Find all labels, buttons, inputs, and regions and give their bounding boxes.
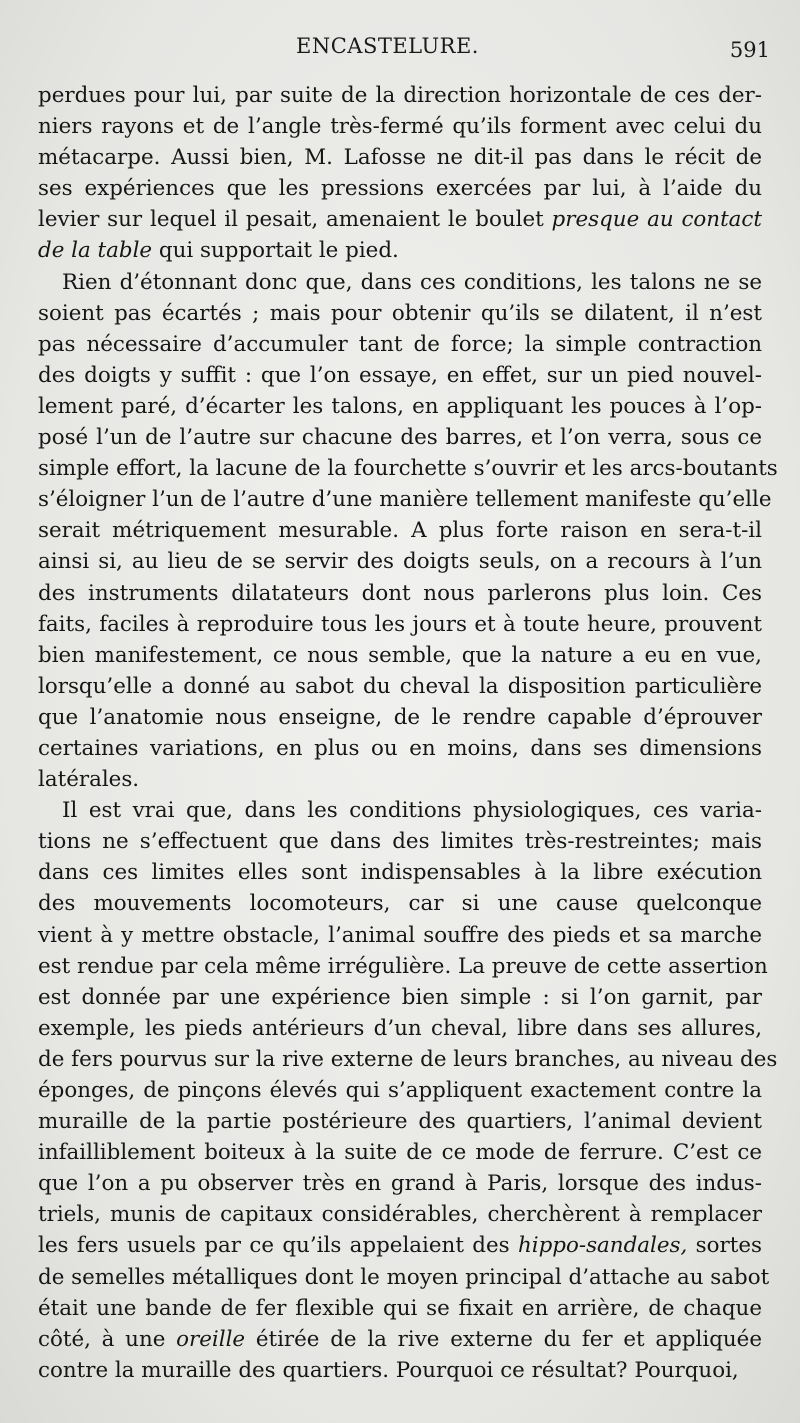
- text-line: tions ne s’effectuent que dans des limites très-restreintes; mais: [38, 829, 762, 855]
- text-line: éponges, de pinçons élevés qui s’appliquent exactement contre la: [38, 1078, 762, 1103]
- text-line: [38, 1230, 762, 1261]
- text-line: des doigts y suffit : que l’on essaye, en effet, sur un pied nouvel-: [38, 362, 762, 388]
- running-title: ENCASTELURE.: [296, 34, 479, 58]
- text-segment: étirée de la rive externe du fer et appliquée: [245, 1326, 762, 1352]
- text-segment: côté, à une: [38, 1326, 177, 1352]
- text-line: lorsqu’elle a donné au sabot du cheval la disposition particulière: [38, 673, 762, 699]
- text-line: certaines variations, en plus ou en moins, dans ses dimensions: [38, 735, 762, 761]
- text-line: serait métriquement mesurable. A plus forte raison en sera-t-il: [38, 518, 762, 544]
- text-segment: sortes: [687, 1233, 762, 1259]
- text-segment: qui supportait le pied.: [152, 238, 399, 264]
- text-line: latérales.: [38, 767, 140, 793]
- text-line: métacarpe. Aussi bien, M. Lafosse ne dit-il pas dans le récit de: [38, 145, 762, 171]
- italic-phrase: oreille: [176, 1326, 246, 1352]
- text-line: [38, 1324, 762, 1355]
- text-line: de semelles métalliques dont le moyen principal d’attache au sabot: [38, 1264, 770, 1290]
- text-line: exemple, les pieds antérieurs d’un cheval, libre dans ses allures,: [38, 1015, 762, 1041]
- italic-phrase: presque au contact: [551, 207, 763, 233]
- text-line: [38, 235, 762, 266]
- text-line: que l’on a pu observer très en grand à Paris, lorsque des indus-: [38, 1171, 762, 1197]
- text-line: des instruments dilatateurs dont nous parlerons plus loin. Ces: [38, 580, 762, 606]
- text-segment: levier sur lequel il pesait, amenaient le boulet: [38, 207, 552, 233]
- text-segment: les fers usuels par ce qu’ils appelaient des: [38, 1233, 518, 1259]
- text-line: infailliblement boiteux à la suite de ce mode de ferrure. C’est ce: [38, 1140, 762, 1166]
- text-line: était une bande de fer flexible qui se fixait en arrière, de chaque: [38, 1295, 762, 1321]
- text-line: perdues pour lui, par suite de la direction horizontale de ces der-: [38, 83, 762, 108]
- text-line: lement paré, d’écarter les talons, en appliquant les pouces à l’op-: [38, 393, 762, 419]
- italic-phrase: de la table: [38, 238, 153, 264]
- text-line: soient pas écartés ; mais pour obtenir qu’ils se dilatent, il n’est: [38, 300, 762, 326]
- body-text: [38, 80, 778, 1386]
- text-line: niers rayons et de l’angle très-fermé qu’ils forment avec celui du: [38, 114, 762, 140]
- text-line: muraille de la partie postérieure des quartiers, l’animal devient: [38, 1109, 762, 1135]
- page-number: 591: [729, 38, 770, 62]
- text-line: de fers pourvus sur la rive externe de leurs branches, au niveau des: [38, 1046, 778, 1072]
- page-header: [0, 34, 800, 64]
- text-line: s’éloigner l’un de l’autre d’une manière tellement manifeste qu’elle: [38, 487, 772, 513]
- text-line: est donnée par une expérience bien simple : si l’on garnit, par: [38, 984, 762, 1010]
- text-line: bien manifestement, ce nous semble, que la nature a eu en vue,: [38, 642, 762, 668]
- text-line: pas nécessaire d’accumuler tant de force; la simple contraction: [38, 331, 762, 357]
- text-line: triels, munis de capitaux considérables, cherchèrent à remplacer: [38, 1202, 762, 1228]
- text-line: posé l’un de l’autre sur chacune des barres, et l’on verra, sous ce: [38, 425, 762, 451]
- text-line: Il est vrai que, dans les conditions physiologiques, ces varia-: [62, 798, 762, 824]
- text-line: des mouvements locomoteurs, car si une cause quelconque: [38, 891, 762, 917]
- text-line: contre la muraille des quartiers. Pourquoi ce résultat? Pourquoi,: [38, 1357, 739, 1383]
- text-line: est rendue par cela même irrégulière. La preuve de cette assertion: [38, 953, 768, 979]
- text-line: faits, faciles à reproduire tous les jours et à toute heure, prouvent: [38, 611, 762, 637]
- italic-phrase: hippo-sandales,: [517, 1233, 688, 1259]
- text-line: que l’anatomie nous enseigne, de le rendre capable d’éprouver: [38, 704, 762, 730]
- text-line: ses expériences que les pressions exercées par lui, à l’aide du: [38, 176, 762, 202]
- text-line: simple effort, la lacune de la fourchette s’ouvrir et les arcs-boutants: [38, 456, 778, 482]
- text-line: dans ces limites elles sont indispensables à la libre exécution: [38, 860, 762, 886]
- text-line: [38, 204, 762, 235]
- text-line: vient à y mettre obstacle, l’animal souffre des pieds et sa marche: [38, 922, 762, 948]
- text-line: ainsi si, au lieu de se servir des doigts seuls, on a recours à l’un: [38, 549, 762, 575]
- text-line: Rien d’étonnant donc que, dans ces conditions, les talons ne se: [62, 269, 762, 295]
